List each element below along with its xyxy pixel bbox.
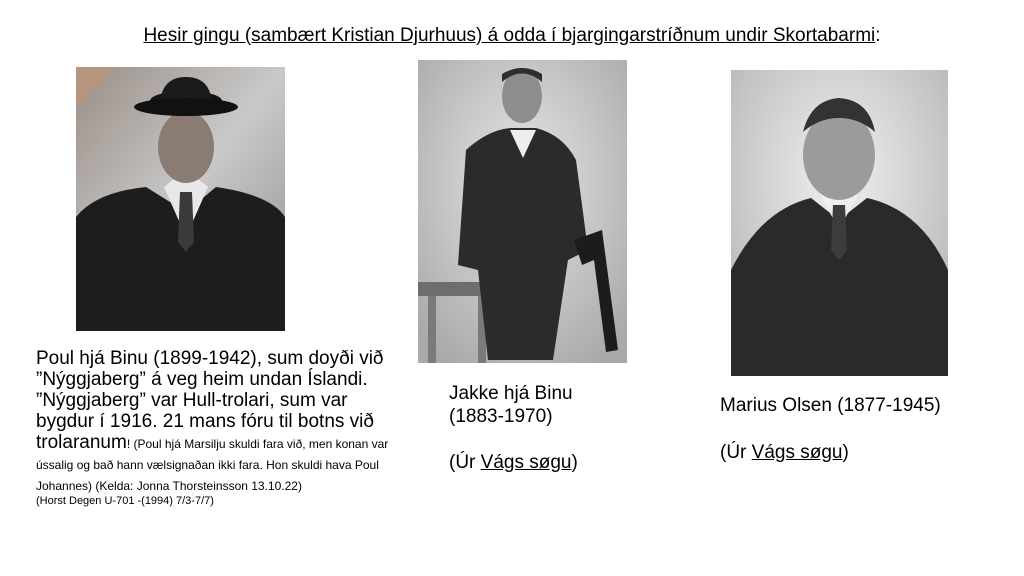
heading-text: Hesir gingu (sambært Kristian Djurhuus) á odda í bjargingarstríðnum undir Skortabarmi: [143, 25, 876, 46]
portrait-photo-jakke: [418, 60, 627, 363]
caption-poul-reference: (Horst Degen U-701 -(1994) 7/3-7/7): [36, 495, 214, 507]
caption-poul-note: (Poul hjá Marsilju skuldi fara við, men konan var ússalig og bað hann vælsignaðan ikki fara. Hon skuldi hava Poul Johannes) (Kelda: Jonna Thorsteinsson 13.10.22): [36, 437, 389, 493]
caption-poul-exclaim: !: [126, 437, 131, 451]
caption-jakke-source: [449, 451, 578, 474]
heading-colon: :: [875, 25, 881, 46]
marius-source-link[interactable]: Vágs søgu: [751, 442, 843, 463]
page-heading: [0, 25, 1024, 47]
marius-source-prefix: (Úr: [720, 442, 752, 463]
caption-jakke-name: Jakke hjá Binu: [449, 383, 573, 404]
jakke-source-prefix: (Úr: [449, 452, 481, 473]
jakke-source-suffix: ): [571, 452, 578, 473]
caption-jakke-years: (1883-1970): [449, 406, 553, 427]
caption-poul: [36, 348, 391, 508]
jakke-source-link[interactable]: Vágs søgu: [480, 452, 572, 473]
portrait-photo-poul: [76, 67, 285, 331]
marius-source-suffix: ): [842, 442, 849, 463]
portrait-photo-marius: [731, 70, 948, 376]
caption-jakke: [449, 382, 669, 428]
caption-poul-main: Poul hjá Binu (1899-1942), sum doyði við ”Nýggjaberg” á veg heim undan Íslandi. ”Nýggjaberg” var Hull-trolari, sum var bygdur í 1916. 21 mans fóru til botns við trolaranum: [36, 348, 384, 453]
caption-marius-name: Marius Olsen (1877-1945): [720, 395, 941, 416]
caption-marius-source: [720, 441, 849, 464]
